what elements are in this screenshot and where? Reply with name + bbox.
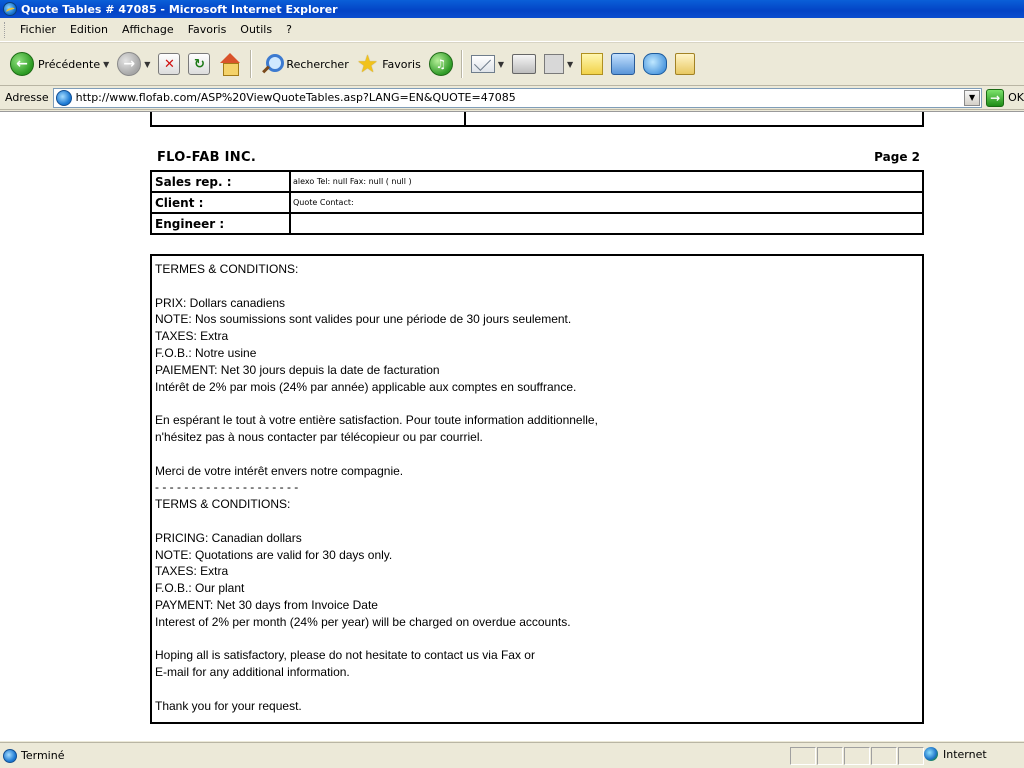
- terms-title-fr: TERMES & CONDITIONS:: [155, 262, 299, 276]
- table-row: [151, 192, 923, 213]
- terms-thanks-fr: Merci de votre intérêt envers notre compagnie.: [155, 463, 404, 478]
- spacer: [155, 631, 919, 648]
- table-row: [151, 171, 923, 192]
- menu-help[interactable]: ?: [286, 23, 292, 36]
- address-bar: [0, 86, 1024, 110]
- spacer: [155, 395, 919, 412]
- terms-line: F.O.B.: Notre usine: [155, 345, 257, 360]
- terms-thanks-en: Thank you for your request.: [155, 698, 302, 713]
- terms-title-en: TERMS & CONDITIONS:: [155, 497, 291, 512]
- security-zone[interactable]: [924, 747, 987, 761]
- quote-info-table: [150, 170, 924, 235]
- terms-line: PAIEMENT: Net 30 jours depuis la date de facturation: [155, 362, 440, 377]
- status-bar: [0, 742, 1024, 768]
- terms-line: TAXES: Extra: [155, 329, 229, 344]
- title-bar: [0, 0, 1024, 18]
- media-icon: ♫: [429, 52, 453, 76]
- terms-line: PRICING: Canadian dollars: [155, 530, 302, 545]
- forward-button[interactable]: [113, 47, 154, 81]
- forward-arrow-icon: →: [117, 52, 141, 76]
- page-done-icon: [3, 749, 17, 763]
- table-row: [151, 213, 923, 234]
- company-name: FLO-FAB INC.: [157, 150, 257, 165]
- previous-page-table-end: [150, 112, 924, 127]
- menu-outils[interactable]: Outils: [240, 23, 273, 36]
- spacer: [155, 446, 919, 463]
- research-icon: [611, 53, 635, 75]
- client-value: Quote Contact:: [290, 192, 923, 213]
- spacer: [155, 278, 919, 295]
- status-panel: [790, 747, 816, 765]
- terms-line: TAXES: Extra: [155, 564, 229, 579]
- terms-line: PRIX: Dollars canadiens: [155, 295, 286, 310]
- shopping-bag-icon: [675, 53, 695, 75]
- chevron-down-icon[interactable]: ▼: [497, 59, 504, 69]
- toolbar-grip: [4, 22, 7, 38]
- refresh-icon: ↻: [188, 53, 210, 75]
- toolbar-separator: [250, 50, 252, 78]
- sales-rep-value: alexo Tel: null Fax: null ( null ): [290, 171, 923, 192]
- go-arrow-icon: →: [986, 89, 1004, 107]
- address-label: Adresse: [5, 91, 49, 104]
- go-label: OK: [1008, 91, 1024, 104]
- terms-line: NOTE: Quotations are valid for 30 days only.: [155, 547, 393, 562]
- status-panels: [790, 747, 925, 765]
- stop-button[interactable]: [154, 47, 184, 81]
- engineer-value: [290, 213, 923, 234]
- refresh-button[interactable]: [184, 47, 214, 81]
- terms-line: PAYMENT: Net 30 days from Invoice Date: [155, 597, 378, 612]
- terms-line: F.O.B.: Our plant: [155, 581, 245, 596]
- back-arrow-icon: ←: [10, 52, 34, 76]
- zone-label: Internet: [943, 747, 987, 761]
- window-title: Quote Tables # 47085 - Microsoft Internet Explorer: [21, 2, 338, 16]
- engineer-label: Engineer :: [151, 213, 290, 234]
- favorites-button[interactable]: [353, 47, 425, 81]
- toolbar-separator: [461, 50, 463, 78]
- status-panel: [871, 747, 897, 765]
- globe-icon: [924, 747, 938, 761]
- standard-toolbar: [0, 42, 1024, 86]
- mail-button[interactable]: [467, 47, 508, 81]
- table-divider: [464, 112, 466, 125]
- address-url[interactable]: http://www.flofab.com/ASP%20ViewQuoteTables.asp?LANG=EN&QUOTE=47085: [75, 91, 516, 104]
- back-button[interactable]: [6, 47, 113, 81]
- status-text: Terminé: [21, 749, 65, 762]
- edit-button[interactable]: [540, 47, 577, 81]
- menu-fichier[interactable]: Fichier: [20, 23, 56, 36]
- page-number: Page 2: [874, 150, 920, 164]
- terms-separator: - - - - - - - - - - - - - - - - - - - -: [155, 480, 299, 495]
- sales-rep-label: Sales rep. :: [151, 171, 290, 192]
- go-button[interactable]: [986, 89, 1024, 107]
- spacer: [155, 513, 919, 530]
- stop-icon: ✕: [158, 53, 180, 75]
- terms-box: [150, 254, 924, 724]
- spacer: [155, 681, 919, 698]
- status-panel: [898, 747, 924, 765]
- terms-line: NOTE: Nos soumissions sont valides pour une période de 30 jours seulement.: [155, 312, 572, 327]
- chevron-down-icon[interactable]: ▼: [144, 59, 151, 69]
- search-icon: [260, 53, 282, 75]
- terms-line: En espérant le tout à votre entière satisfaction. Pour toute information additionnelle,: [155, 413, 598, 428]
- shopping-button[interactable]: [671, 47, 699, 81]
- chevron-down-icon[interactable]: ▼: [567, 59, 574, 69]
- terms-line: Hoping all is satisfactory, please do not hesitate to contact us via Fax or: [155, 648, 535, 663]
- messenger-icon: [643, 53, 667, 75]
- terms-line: Intérêt de 2% par mois (24% par année) applicable aux comptes en souffrance.: [155, 379, 577, 394]
- star-icon: ★: [356, 50, 379, 78]
- menu-favoris[interactable]: Favoris: [187, 23, 227, 36]
- mail-icon: [471, 55, 495, 73]
- chevron-down-icon[interactable]: ▼: [103, 59, 110, 69]
- terms-line: Interest of 2% per month (24% per year) will be charged on overdue accounts.: [155, 614, 571, 629]
- status-panel: [844, 747, 870, 765]
- note-icon: [581, 53, 603, 75]
- search-button[interactable]: [256, 47, 352, 81]
- home-icon: [218, 53, 242, 75]
- home-button[interactable]: [214, 47, 246, 81]
- media-button[interactable]: [425, 47, 457, 81]
- favorites-label: Favoris: [382, 57, 421, 71]
- address-input[interactable]: [53, 88, 983, 108]
- back-label: Précédente: [38, 57, 101, 71]
- messenger-button[interactable]: [639, 47, 671, 81]
- address-dropdown-icon[interactable]: ▼: [964, 90, 980, 106]
- research-button[interactable]: [607, 47, 639, 81]
- page-icon: [56, 90, 72, 106]
- terms-line: n'hésitez pas à nous contacter par télécopieur ou par courriel.: [155, 429, 483, 444]
- status-panel: [817, 747, 843, 765]
- menu-edition[interactable]: Edition: [69, 23, 109, 36]
- printer-icon: [512, 54, 536, 74]
- edit-icon: [544, 54, 564, 74]
- menu-bar: [0, 18, 1024, 42]
- client-label: Client :: [151, 192, 290, 213]
- menu-affichage[interactable]: Affichage: [122, 23, 174, 36]
- print-button[interactable]: [508, 47, 540, 81]
- internet-explorer-icon: [3, 2, 17, 16]
- page-content[interactable]: [0, 111, 1024, 741]
- terms-line: E-mail for any additional information.: [155, 665, 350, 680]
- discuss-button[interactable]: [577, 47, 607, 81]
- search-label: Rechercher: [286, 57, 349, 71]
